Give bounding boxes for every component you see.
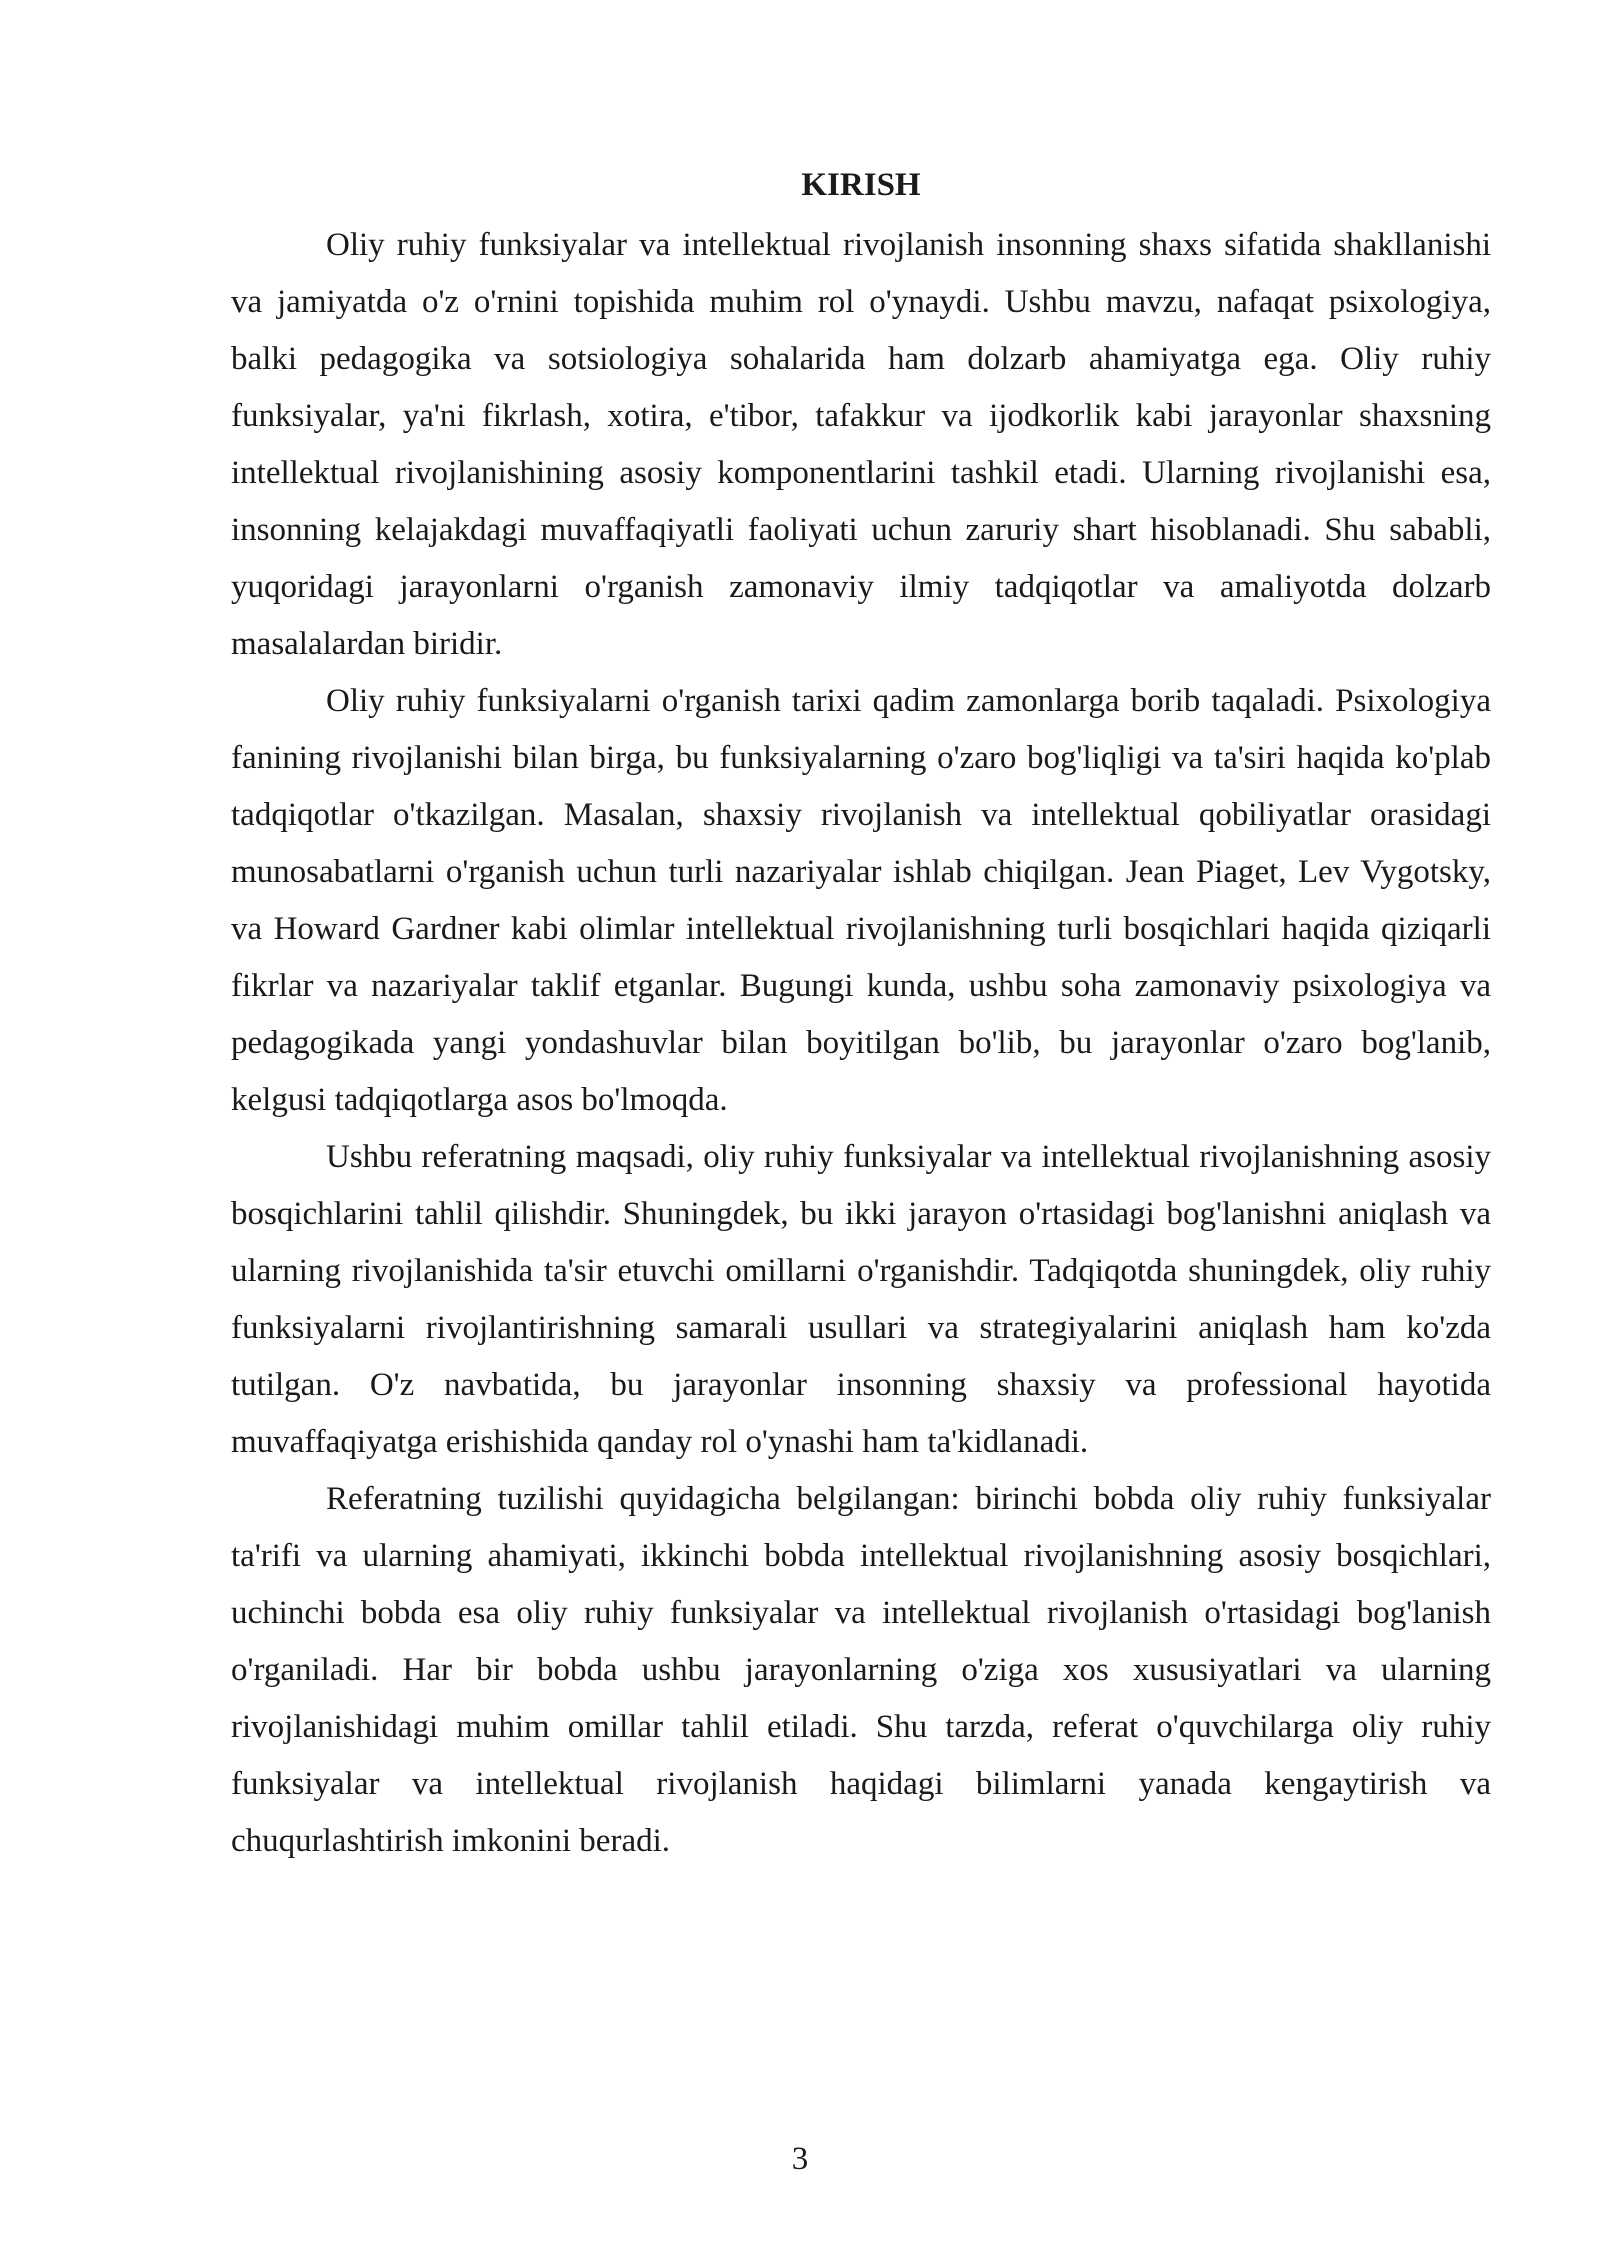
page-content xyxy=(231,165,1491,1870)
paragraph-structure: Referatning tuzilishi quyidagicha belgilangan: birinchi bobda oliy ruhiy funksiyalar ta'rifi va ularning ahamiyati, ikkinchi bobda intellektual rivojlanishning asosiy bosqichlari, uchinchi bobda esa oliy ruhiy funksiyalar va intellektual rivojlanish o'rtasidagi bog'lanish o'rganiladi. Har bir bobda ushbu jarayonlarning o'ziga xos xususiyatlari va ularning rivojlanishidagi muhim omillar tahlil etiladi. Shu tarzda, referat o'quvchilarga oliy ruhiy funksiyalar va intellektual rivojlanish haqidagi bilimlarni yanada kengaytirish va chuqurlashtirish imkonini beradi. xyxy=(231,1481,1491,1859)
section-title: KIRISH xyxy=(801,167,921,203)
paragraph-history: Oliy ruhiy funksiyalarni o'rganish tarixi qadim zamonlarga borib taqaladi. Psixologiya fanining rivojlanishi bilan birga, bu funksiyalarning o'zaro bog'liqligi va ta'siri haqida ko'plab tadqiqotlar o'tkazilgan. Masalan, shaxsiy rivojlanish va intellektual qobiliyatlar orasidagi munosabatlarni o'rganish uchun turli nazariyalar ishlab chiqilgan. Jean Piaget, Lev Vygotsky, va Howard Gardner kabi olimlar intellektual rivojlanishning turli bosqichlari haqida qiziqarli fikrlar va nazariyalar taklif etganlar. Bugungi kunda, ushbu soha zamonaviy psixologiya va pedagogikada yangi yondashuvlar bilan boyitilgan bo'lib, bu jarayonlar o'zaro bog'lanib, kelgusi tadqiqotlarga asos bo'lmoqda. xyxy=(231,683,1491,1118)
paragraph-intro: Oliy ruhiy funksiyalar va intellektual rivojlanish insonning shaxs sifatida shakllanishi va jamiyatda o'z o'rnini topishida muhim rol o'ynaydi. Ushbu mavzu, nafaqat psixologiya, balki pedagogika va sotsiologiya sohalarida ham dolzarb ahamiyatga ega. Oliy ruhiy funksiyalar, ya'ni fikrlash, xotira, e'tibor, tafakkur va ijodkorlik kabi jarayonlar shaxsning intellektual rivojlanishining asosiy komponentlarini tashkil etadi. Ularning rivojlanishi esa, insonning kelajakdagi muvaffaqiyatli faoliyati uchun zaruriy shart hisoblanadi. Shu sababli, yuqoridagi jarayonlarni o'rganish zamonaviy ilmiy tadqiqotlar va amaliyotda dolzarb masalalardan biridir. xyxy=(231,227,1491,662)
page-number: 3 xyxy=(791,2141,809,2177)
paragraph-purpose: Ushbu referatning maqsadi, oliy ruhiy funksiyalar va intellektual rivojlanishning asosiy bosqichlarini tahlil qilishdir. Shuningdek, bu ikki jarayon o'rtasidagi bog'lanishni aniqlash va ularning rivojlanishida ta'sir etuvchi omillarni o'rganishdir. Tadqiqotda shuningdek, oliy ruhiy funksiyalarni rivojlantirishning samarali usullari va strategiyalarini aniqlash ham ko'zda tutilgan. O'z navbatida, bu jarayonlar insonning shaxsiy va professional hayotida muvaffaqiyatga erishishida qanday rol o'ynashi ham ta'kidlanadi. xyxy=(231,1139,1491,1460)
